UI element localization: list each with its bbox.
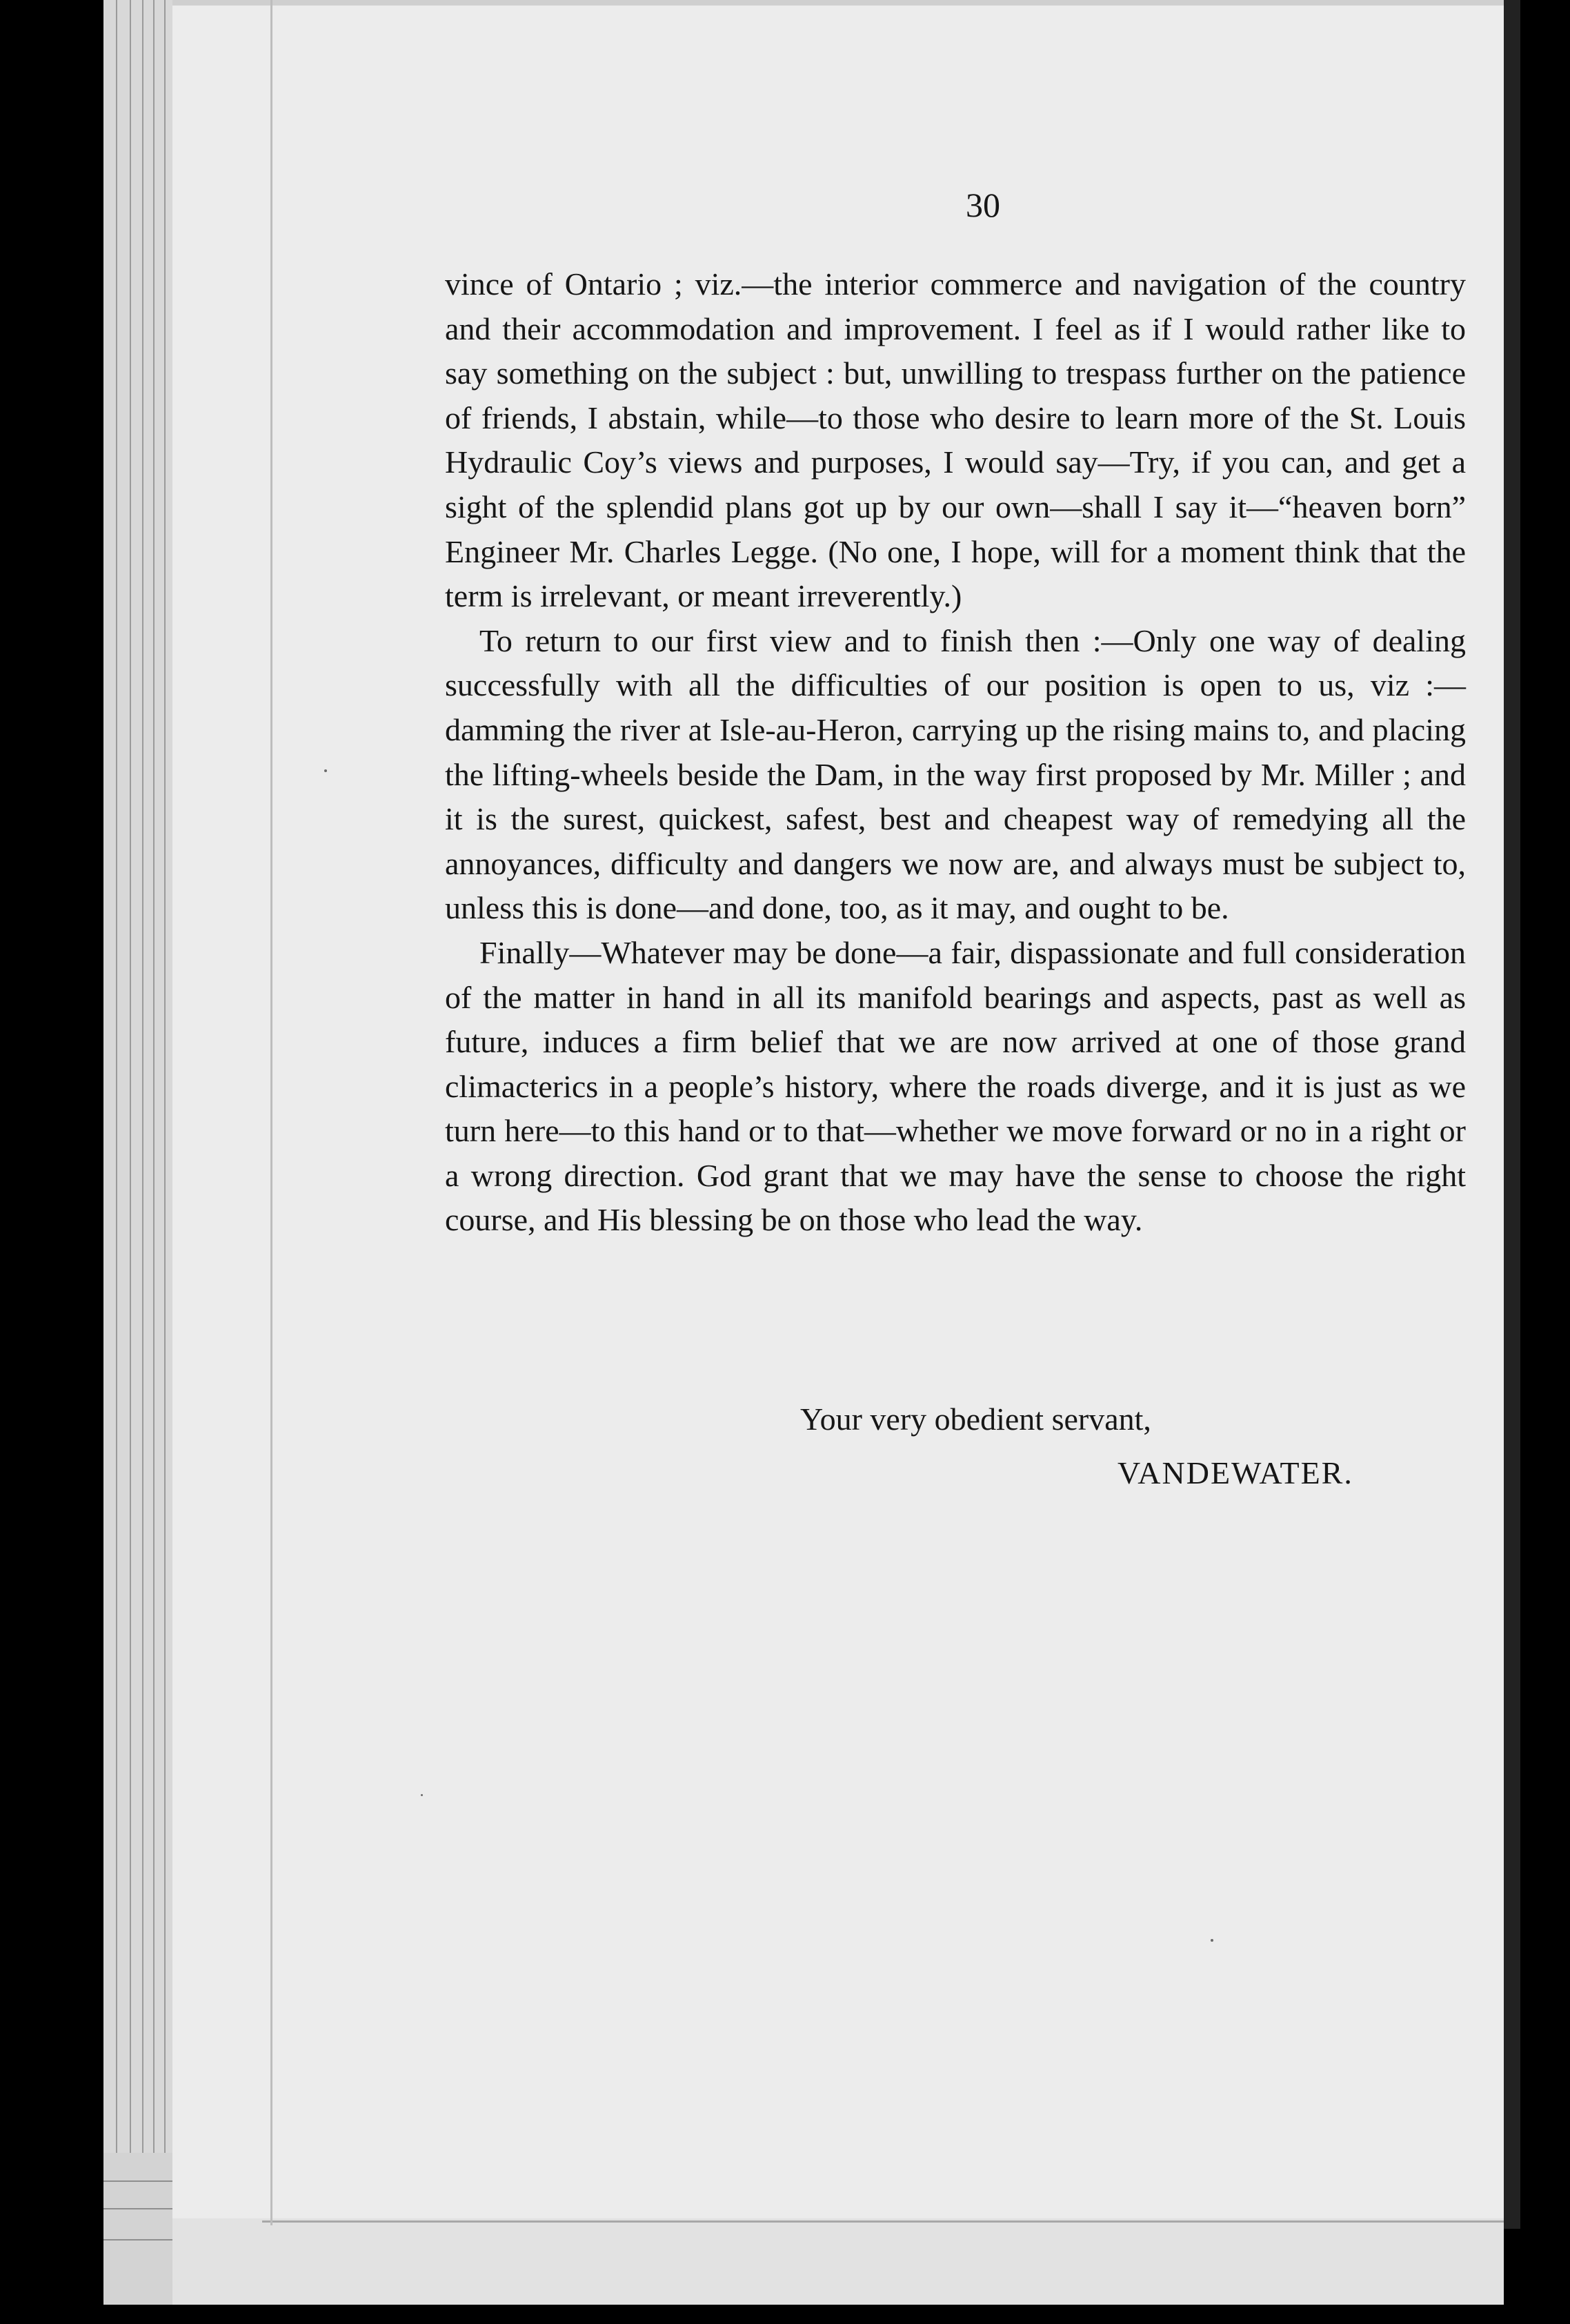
page-stack [103, 0, 172, 2305]
paragraph: vince of Ontario ; viz.—the interior commerce and navigation of the country and their accommodation and improvement. I feel as if I would rather like to say something on the subject : but, unwilling to trespass further on the patience of friends, I abstain, while—to those who desire to learn more of the St. Louis Hydraulic Coy’s views and purposes, I would say—Try, if you can, and get a sight of the splendid plans got up by our own—shall I say it—“heaven born” Engineer Mr. Charles Legge. (No one, I hope, will for a moment think that the term is irrelevant, or meant irreverently.) [445, 266, 1466, 614]
page-number: 30 [966, 186, 1000, 224]
page-right-border [1504, 0, 1520, 2229]
paragraph: Finally—Whatever may be done—a fair, dispassionate and full consideration of the matter in hand in all its manifold bearings and aspects, past as well as future, induces a firm belief that we are now arrived at one of those grand climacterics in a people’s history, where the roads diverge, and it is just as we turn here—to this hand or to that—whether we move forward or no in a right or a wrong direction. God grant that we may have the sense to choose the right course, and His blessing be on those who lead the way. [445, 934, 1466, 1238]
body-text [445, 262, 1466, 1243]
paper-speck [1211, 1939, 1213, 1942]
paragraph: To return to our first view and to finish then :—Only one way of dealing successfully with all the difficulties of our position is open to us, viz :—damming the river at Isle-au-Heron, carrying up the rising mains to, and placing the lifting-wheels beside the Dam, in the way first proposed by Mr. Miller ; and it is the surest, quickest, safest, best and cheapest way of remedying all the annoyances, difficulty and dangers we now are, and always must be subject to, unless this is done—and done, too, as it may, and ought to be. [445, 622, 1466, 926]
page-bottom-edge [262, 2220, 1504, 2223]
stack-edge-line [130, 0, 131, 2305]
signature: VANDEWATER. [1117, 1455, 1353, 1490]
gutter-line [270, 0, 272, 2225]
closing-line: Your very obedient servant, [800, 1401, 1151, 1437]
stack-edge-line [142, 0, 143, 2305]
page-top-edge [172, 0, 1504, 6]
paper-speck [324, 769, 327, 772]
stack-edge-line [116, 0, 117, 2305]
stack-edge-line [164, 0, 166, 2305]
stack-edge-line [153, 0, 155, 2305]
page-bottom-shadow [172, 2218, 1504, 2305]
paper-speck [421, 1794, 423, 1796]
